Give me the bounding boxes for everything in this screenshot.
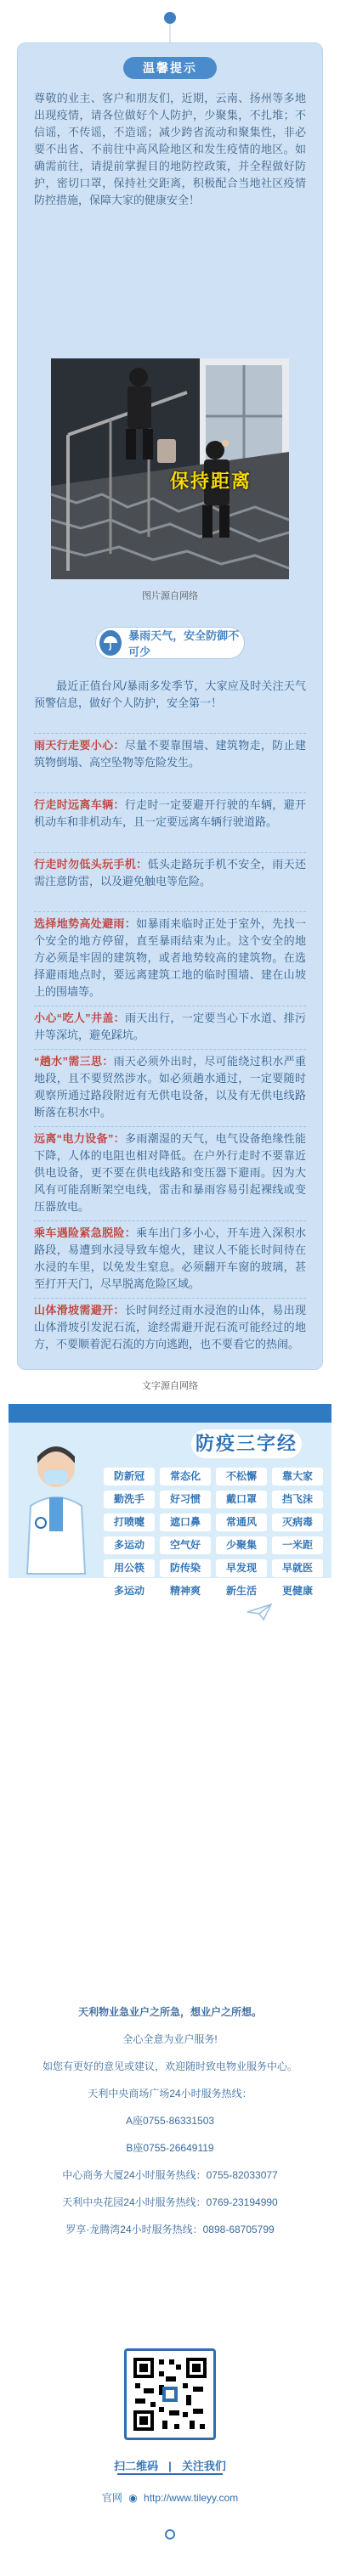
poster-cell: 少聚集 <box>216 1536 267 1554</box>
divider <box>34 1298 306 1299</box>
tip-2-text: 行走时一定要避开行驶的车辆，避开机动车和非机动车，且一定要远离车辆行驶道路。 <box>34 798 306 828</box>
poster-cell: 常通风 <box>216 1513 267 1531</box>
poster-cell: 用公筷 <box>104 1559 155 1577</box>
divider <box>34 1049 306 1050</box>
poster-cell: 挡飞沫 <box>272 1491 323 1508</box>
poster-cell: 灭病毒 <box>272 1513 323 1531</box>
poster-title: 防疫三字经 <box>191 1429 302 1458</box>
doctor-illustration <box>15 1438 97 1574</box>
poster-cell: 空气好 <box>160 1536 211 1554</box>
tip-9-title: 山体滑坡需避开： <box>34 1304 125 1316</box>
poster-cell: 更健康 <box>272 1582 323 1600</box>
divider <box>34 1220 306 1221</box>
poster-cell: 早发现 <box>216 1559 267 1577</box>
poster-cell: 打喷嚏 <box>104 1513 155 1531</box>
paper-plane-icon <box>246 1604 272 1621</box>
tip-4-title: 选择地势高处避雨： <box>34 917 137 930</box>
poster-grid <box>104 1468 326 1600</box>
poster-cell: 遮口鼻 <box>160 1513 211 1531</box>
footer-line-6: B座0755-26649119 <box>126 2142 214 2154</box>
qr-label-follow: 关注我们 <box>181 2460 226 2472</box>
footer-line-8: 天利中央花园24小时服务热线：0769-23194990 <box>62 2196 278 2208</box>
tip-7 <box>34 1130 306 1215</box>
tip-3 <box>34 856 306 890</box>
footer-line-9: 罗享·龙腾湾24小时服务热线：0898-68705799 <box>65 2224 275 2235</box>
divider <box>34 911 306 912</box>
weather-intro: 最近正值台风/暴雨多发季节，大家应及时关注天气预警信息，做好个人防护，安全第一！ <box>34 679 306 709</box>
footer-line-1: 天利物业急业户之所急，想业户之所想。 <box>77 2006 262 2018</box>
tip-3-text: 低头走路玩手机不安全，雨天还需注意防雷，以及避免触电等危险。 <box>34 858 306 888</box>
tip-5 <box>34 1010 306 1044</box>
tip-5-text: 雨天出行，一定要当心下水道、排污井等深坑，避免踩坑。 <box>34 1012 306 1041</box>
tip-4 <box>34 916 306 1001</box>
footer-line-7: 中心商务大厦24小时服务热线：0755-82033077 <box>62 2169 278 2181</box>
tip-1-title: 雨天行走要小心： <box>34 739 125 752</box>
storm-banner-label: 暴雨天气，安全防御不可少 <box>128 629 240 658</box>
poster-cell: 新生活 <box>216 1582 267 1600</box>
tip-2 <box>34 797 306 831</box>
poster-cell: 多运动 <box>104 1536 155 1554</box>
top-connector-line <box>169 24 171 42</box>
stairway-photo <box>51 358 289 579</box>
divider <box>34 733 306 734</box>
umbrella-icon <box>99 630 122 656</box>
poster-cell: 多运动 <box>104 1582 155 1600</box>
poster-cell: 常态化 <box>160 1468 211 1485</box>
tip-8-text: 乘车出门多小心，开车进入深积水路段，易遭到水浸导致车熄火，建议人不能长时间待在水浸的车里，以免发生窒息。必须翻开车窗的玻璃，甚至打开天门，尽早脱离危险区域。 <box>34 1226 306 1290</box>
text-caption: 文字源自网络 <box>142 1381 198 1391</box>
qr-label-divider: | <box>168 2460 172 2472</box>
poster-cell: 靠大家 <box>272 1468 323 1485</box>
tip-1 <box>34 737 306 771</box>
tip-9-text: 长时间经过雨水浸泡的山体，易出现山体滑坡引发泥石流，途经需避开泥石流可能经过的地方，不要顺着泥石流的方向逃跑，也不要看它的热闹。 <box>34 1304 306 1350</box>
poster-cell: 勤洗手 <box>104 1491 155 1508</box>
divider <box>34 792 306 793</box>
bottom-dot-icon <box>165 2529 175 2539</box>
globe-icon: ◉ <box>128 2492 138 2504</box>
top-dot-icon <box>164 12 176 24</box>
poster-cell: 防新冠 <box>104 1468 155 1485</box>
footer-line-3: 如您有更好的意见或建议，欢迎随时致电物业服务中心。 <box>42 2060 298 2072</box>
qr-label <box>0 2457 340 2473</box>
poster-cell: 戴口罩 <box>216 1491 267 1508</box>
tip-5-title: 小心“吃人”井盖： <box>34 1012 125 1024</box>
qr-label-scan: 扫二维码 <box>114 2460 159 2472</box>
intro-paragraph: 尊敬的业主、客户和朋友们，近期，云南、扬州等多地出现疫情，请各位做好个人防护，少聚集，不扎堆；不信谣，不传谣，不造谣；减少跨省流动和聚集性，非必要不出省、不前往中高风险地区和发生疫情的地区。如确需前往，请提前掌握目的地防控政策，并全程做好防护，密切口罩，保持社交距离，积极配合当地社区疫情防控措施，保障大家的健康安全！ <box>34 92 306 206</box>
warm-tip-tag: 温馨提示 <box>123 57 217 79</box>
qr-code-icon <box>132 2356 208 2432</box>
tip-3-title: 行走时勿低头玩手机： <box>34 858 148 871</box>
poster-stripe <box>8 1404 332 1423</box>
tip-7-text: 多雨潮湿的天气，电气设备绝缘性能下降，人体的电阻也相对降低。在户外行走时不要靠近供电设备，更不要在供电线路和变压器下避雨。因为大风有可能刮断架空电线，雷击和暴雨容易引起裸线或变压器放电。 <box>34 1132 306 1213</box>
footer-line-5: A座0755-86331503 <box>125 2115 215 2127</box>
official-site[interactable] <box>0 2490 340 2505</box>
tip-8 <box>34 1225 306 1293</box>
poster-cell: 防传染 <box>160 1559 211 1577</box>
poster-cell: 好习惯 <box>160 1491 211 1508</box>
official-site-label: 官网 <box>101 2492 122 2504</box>
poster-cell: 不松懈 <box>216 1468 267 1485</box>
poster-cell: 早就医 <box>272 1559 323 1577</box>
official-site-url[interactable]: http://www.tileyy.com <box>144 2492 239 2504</box>
footer-line-4: 天利中央商场广场24小时服务热线： <box>88 2088 252 2100</box>
tip-7-title: 远离“电力设备”： <box>34 1132 125 1145</box>
photo-caption: 图片源自网络 <box>142 591 198 601</box>
keep-distance-overlay: 保持距离 <box>170 471 252 492</box>
poster-cell: 一米距 <box>272 1536 323 1554</box>
storm-banner <box>95 627 245 659</box>
tip-4-text: 如暴雨来临时正处于室外，先找一个安全的地方停留，直至暴雨结束为止。这个安全的地方必须是牢固的建筑物，或者地势较高的建筑物。在选择避雨地点时，要远离建筑工地的临时围墙、建在山坡上的围墙等。 <box>34 917 306 998</box>
divider <box>34 1126 306 1127</box>
poster-cell: 精神爽 <box>160 1582 211 1600</box>
tip-9 <box>34 1302 306 1353</box>
qr-code[interactable] <box>124 2348 216 2440</box>
tip-1-text: 尽量不要靠围墙、建筑物走，防止建筑物倒塌、高空坠物等危险发生。 <box>34 739 306 769</box>
tip-8-title: 乘车遇险紧急脱险： <box>34 1226 137 1239</box>
footer-line-2: 全心全意为业户服务! <box>122 2033 218 2045</box>
tip-6-title: “趟水”需三思： <box>34 1055 114 1068</box>
qr-underline <box>117 2473 223 2475</box>
tip-6 <box>34 1053 306 1121</box>
epidemic-poster <box>8 1404 332 1597</box>
tip-6-text: 雨天必须外出时，尽可能绕过积水严重地段，且不要贸然涉水。如必须趟水通过，一定要随时观察所通过路段附近有无供电设备，以及有无供电线路断落在积水中。 <box>34 1055 306 1119</box>
tip-2-title: 行走时远离车辆： <box>34 798 125 811</box>
divider <box>34 852 306 853</box>
